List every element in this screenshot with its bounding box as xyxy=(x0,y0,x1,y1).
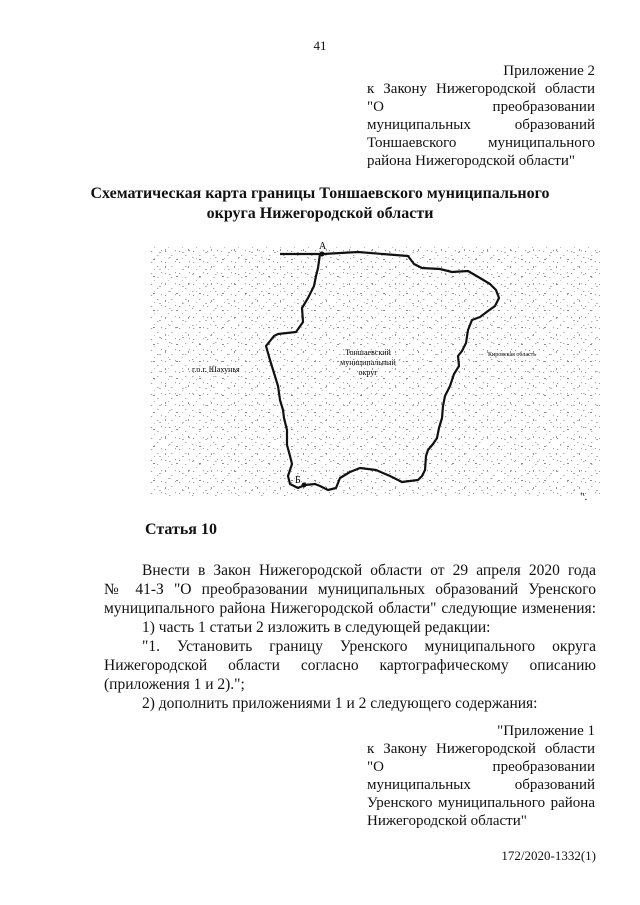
appendix-2-line: Тоншаевского муниципального xyxy=(367,135,595,151)
item-1: 1) часть 1 статьи 2 изложить в следующей редакции: xyxy=(142,619,491,636)
point-a-marker xyxy=(320,252,325,257)
appendix-1-block xyxy=(367,722,595,830)
appendix-2-line: муниципальных образований xyxy=(367,117,595,133)
paragraph-line: № 41-З "О преобразовании муниципальных образований Уренского xyxy=(104,581,596,598)
district-label-line-1: Тоншаевский xyxy=(345,348,391,357)
boundary-map xyxy=(150,238,600,503)
appendix-2-title: Приложение 2 xyxy=(503,63,595,79)
item-2: 2) дополнить приложениями 1 и 2 следующего содержания: xyxy=(142,695,538,712)
appendix-2-line: района Нижегородской области" xyxy=(367,153,576,169)
map-title xyxy=(0,184,640,224)
appendix-1-title: "Приложение 1 xyxy=(497,723,595,739)
shakhunya-label: г.о.г. Шахунья xyxy=(192,365,240,374)
point-a-label: А xyxy=(319,241,327,252)
paragraph-line: Внести в Закон Нижегородской области от 29 апреля 2020 года xyxy=(142,562,596,579)
map-title-line-1: Схематическая карта границы Тоншаевского муниципального xyxy=(90,185,550,202)
appendix-1-line: "О преобразовании xyxy=(367,759,595,775)
map-title-line-2: округа Нижегородской области xyxy=(206,205,434,222)
appendix-1-line: Нижегородской области" xyxy=(367,813,527,829)
appendix-2-line: "О преобразовании xyxy=(367,99,595,115)
kirov-region-label: Кировская область xyxy=(488,352,537,358)
document-number: 172/2020-1332(1) xyxy=(501,848,596,863)
appendix-1-line: к Закону Нижегородской области xyxy=(367,741,595,757)
article-body xyxy=(104,561,596,713)
appendix-1-line: муниципальных образований xyxy=(367,777,595,793)
page-number: 41 xyxy=(313,38,327,53)
district-label-line-2: муниципальный xyxy=(340,358,396,367)
article-heading: Статья 10 xyxy=(145,521,217,538)
map-closing-quote: ". xyxy=(580,491,588,503)
appendix-1-line: Уренского муниципального района xyxy=(367,795,595,811)
quote-line: Нижегородской области согласно картографическому описанию xyxy=(104,657,596,674)
point-b-label: Б xyxy=(295,475,301,486)
point-b-marker xyxy=(302,483,307,488)
quote-line: (приложения 1 и 2)."; xyxy=(104,676,245,693)
appendix-2-line: к Закону Нижегородской области xyxy=(367,81,595,97)
paragraph-line: муниципального района Нижегородской области" следующие изменения: xyxy=(104,600,596,617)
district-label-line-3: округ xyxy=(358,368,378,377)
quote-line: "1. Установить границу Уренского муниципального округа xyxy=(142,638,596,655)
appendix-2-block xyxy=(367,62,595,170)
